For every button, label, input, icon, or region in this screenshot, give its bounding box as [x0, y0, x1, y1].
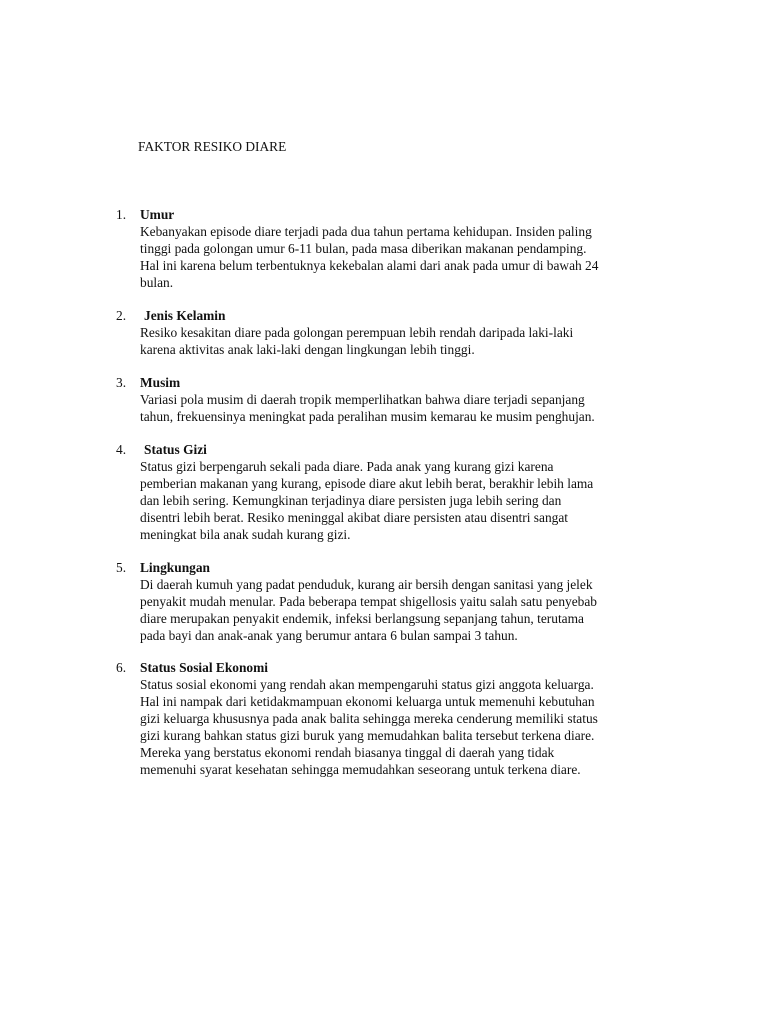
item-heading: Status Sosial Ekonomi: [140, 660, 268, 675]
item-text-line: Hal ini nampak dari ketidakmampuan ekonomi keluarga untuk memenuhi kebutuhan: [140, 694, 595, 709]
list-item-umur: [116, 206, 716, 291]
list-item-musim: [116, 374, 716, 425]
item-text-line: meningkat bila anak sudah kurang gizi.: [140, 527, 351, 542]
item-number: 2.: [116, 308, 127, 323]
item-text-line: bulan.: [140, 275, 174, 290]
list-item-status-sosial-ekonomi: [116, 659, 716, 778]
item-number: 6.: [116, 660, 127, 675]
item-text-line: gizi keluarga khususnya pada anak balita sehingga mereka cenderung memiliki status: [140, 711, 598, 726]
item-heading: Umur: [140, 207, 175, 222]
list-item-status-gizi: [116, 441, 716, 543]
item-heading: Jenis Kelamin: [144, 308, 226, 323]
item-text-line: penyakit mudah menular. Pada beberapa tempat shigellosis yaitu salah satu penyebab: [140, 594, 598, 609]
item-text-line: Variasi pola musim di daerah tropik memperlihatkan bahwa diare terjadi sepanjang: [140, 392, 585, 407]
item-text-line: karena aktivitas anak laki-laki dengan lingkungan lebih tinggi.: [140, 342, 475, 357]
item-heading: Musim: [140, 375, 181, 390]
item-number: 4.: [116, 442, 127, 457]
document-title: FAKTOR RESIKO DIARE: [138, 139, 287, 154]
item-heading: Lingkungan: [140, 560, 210, 575]
item-text-line: Hal ini karena belum terbentuknya kekebalan alami dari anak pada umur di bawah 24: [140, 258, 599, 273]
item-text-line: Mereka yang berstatus ekonomi rendah biasanya tinggal di daerah yang tidak: [140, 745, 555, 760]
list-item-lingkungan: [116, 559, 716, 644]
item-text-line: pada bayi dan anak-anak yang berumur antara 6 bulan sampai 3 tahun.: [140, 628, 518, 643]
item-number: 3.: [116, 375, 127, 390]
item-text-line: Di daerah kumuh yang padat penduduk, kurang air bersih dengan sanitasi yang jelek: [140, 577, 593, 592]
item-text-line: gizi kurang bahkan status gizi buruk yang memudahkan balita tersebut terkena diare.: [140, 728, 595, 743]
item-heading: Status Gizi: [144, 442, 207, 457]
item-text-line: tinggi pada golongan umur 6-11 bulan, pada masa diberikan makanan pendamping.: [140, 241, 587, 256]
item-text-line: memenuhi syarat kesehatan sehingga memudahkan seseorang untuk terkena diare.: [140, 762, 581, 777]
item-text-line: Kebanyakan episode diare terjadi pada dua tahun pertama kehidupan. Insiden paling: [140, 224, 592, 239]
item-number: 1.: [116, 207, 127, 222]
item-text-line: Resiko kesakitan diare pada golongan perempuan lebih rendah daripada laki-laki: [140, 325, 574, 340]
item-text-line: dan lebih sering. Kemungkinan terjadinya diare persisten juga lebih sering dan: [140, 493, 562, 508]
item-text-line: disentri lebih berat. Resiko meninggal akibat diare persisten atau disentri sangat: [140, 510, 569, 525]
item-text-line: Status sosial ekonomi yang rendah akan mempengaruhi status gizi anggota keluarga.: [140, 677, 594, 692]
item-text-line: Status gizi berpengaruh sekali pada diare. Pada anak yang kurang gizi karena: [140, 459, 554, 474]
item-text-line: diare merupakan penyakit endemik, infeksi berlangsung sepanjang tahun, terutama: [140, 611, 584, 626]
item-number: 5.: [116, 560, 127, 575]
item-text-line: tahun, frekuensinya meningkat pada peralihan musim kemarau ke musim penghujan.: [140, 409, 595, 424]
item-text-line: pemberian makanan yang kurang, episode diare akut lebih berat, berakhir lebih lama: [140, 476, 594, 491]
list-item-jenis-kelamin: [116, 307, 716, 358]
